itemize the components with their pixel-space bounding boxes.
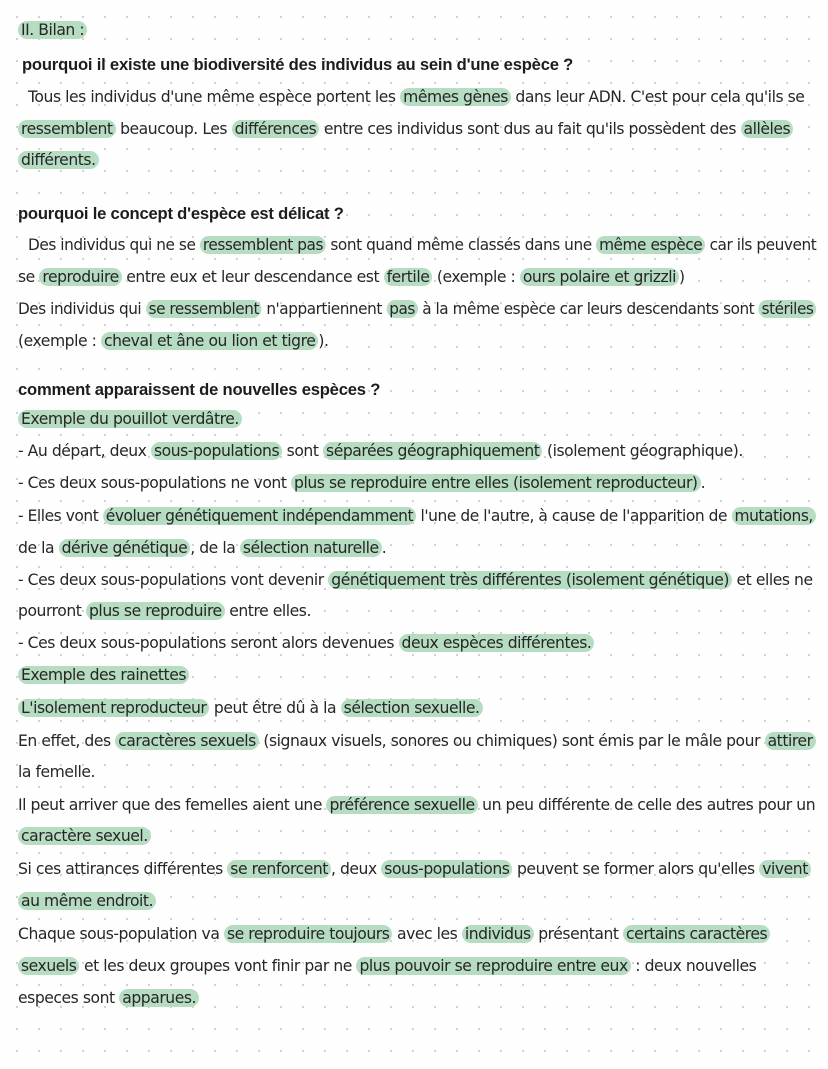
paragraph-line (18, 118, 814, 140)
text-segment: - Ces deux sous-populations ne vont (18, 474, 292, 492)
highlighted-text: se renforcent (227, 860, 331, 878)
highlighted-text: Exemple du pouillot verdâtre. (18, 410, 242, 428)
paragraph-line (18, 890, 814, 912)
highlighted-text: au même endroit. (18, 892, 156, 910)
text-segment: (isolement géographique). (542, 442, 743, 460)
text-segment: sont (282, 442, 324, 460)
paragraph-line (18, 440, 814, 462)
highlighted-text: L'isolement reproducteur (18, 699, 209, 717)
text-segment: - Elles vont (18, 507, 103, 525)
highlighted-text: vivent (759, 860, 811, 878)
text-segment: - Ces deux sous-populations seront alors devenues (18, 634, 399, 652)
text-segment: et les deux groupes vont finir par ne (79, 957, 357, 975)
text-segment: ). (318, 332, 329, 350)
text-segment: beaucoup. Les (115, 120, 232, 138)
highlighted-text: stériles (759, 300, 817, 318)
highlighted-text: pas (386, 300, 418, 318)
paragraph-line (18, 505, 813, 527)
highlighted-text: différents. (18, 151, 99, 169)
highlighted-text: caractère sexuel. (18, 827, 151, 845)
question-3-title: comment apparaissent de nouvelles espèces ? (18, 380, 381, 399)
text-segment: un peu différente de celle des autres pour un (477, 796, 816, 814)
text-segment: Des individus qui ne se (28, 236, 200, 254)
section-title (18, 19, 814, 41)
highlighted-text: fertile (384, 268, 433, 286)
highlighted-text: reproduire (39, 268, 121, 286)
text-segment: (signaux visuels, sonores ou chimiques) sont émis par le mâle pour (258, 732, 765, 750)
highlighted-text: même espèce (596, 236, 705, 254)
text-segment: Si ces attirances différentes (18, 860, 228, 878)
paragraph-line (18, 632, 814, 654)
highlighted-text: allèles (741, 120, 794, 138)
text-segment: sont quand même classés dans une (325, 236, 597, 254)
text-segment: Il peut arriver que des femelles aient une (18, 796, 327, 814)
highlighted-text: sexuels (18, 957, 79, 975)
highlighted-text: caractères sexuels (115, 732, 259, 750)
paragraph-line (28, 234, 817, 256)
text-segment: n'appartiennent (261, 300, 387, 318)
paragraph-line (18, 794, 814, 816)
paragraph-line (18, 697, 814, 719)
text-segment: : deux nouvelles (630, 957, 757, 975)
text-segment: - Au départ, deux (18, 442, 151, 460)
highlighted-text: plus se reproduire entre elles (isolement reproducteur) (291, 474, 701, 492)
text-segment: peuvent se former alors qu'elles (512, 860, 760, 878)
paragraph-line (18, 149, 814, 171)
example-label (18, 664, 814, 686)
text-segment: entre elles. (224, 602, 311, 620)
paragraph-line (28, 86, 814, 108)
text-segment: Tous les individus d'une même espèce portent les (28, 88, 401, 106)
text-segment: à la même espèce car leurs descendants sont (417, 300, 759, 318)
highlighted-text: séparées géographiquement (323, 442, 542, 460)
text-segment: peut être dû à la (209, 699, 341, 717)
text-segment: ) (679, 268, 685, 286)
text-segment: especes sont (18, 989, 120, 1007)
highlighted-text: ours polaire et grizzli (520, 268, 679, 286)
paragraph-line (18, 298, 814, 320)
text-segment: avec les (392, 925, 462, 943)
text-segment: présentant (533, 925, 624, 943)
text-segment: . (700, 474, 706, 492)
paragraph-line (18, 266, 814, 288)
highlighted-text: se reproduire toujours (224, 925, 393, 943)
highlighted-text: ressemblent pas (200, 236, 326, 254)
text-segment: l'une de l'autre, à cause de l'apparition de (416, 507, 732, 525)
text-segment: En effet, des (18, 732, 116, 750)
highlighted-text: sélection naturelle (240, 539, 382, 557)
text-segment: car ils peuvent (705, 236, 817, 254)
text-segment: entre eux et leur descendance est (121, 268, 384, 286)
text-segment: (exemple : (18, 332, 101, 350)
highlighted-text: plus pouvoir se reproduire entre eux (356, 957, 630, 975)
text-segment: (exemple : (432, 268, 520, 286)
text-segment: , deux (330, 860, 382, 878)
highlighted-text: individus (462, 925, 534, 943)
highlighted-text: mutations, (732, 507, 816, 525)
highlighted-text: génétiquement très différentes (isolement génétique) (328, 571, 732, 589)
text-segment: la femelle. (18, 763, 95, 781)
paragraph-line (18, 955, 814, 977)
text-segment: - Ces deux sous-populations vont devenir (18, 571, 329, 589)
highlighted-text: Exemple des rainettes (18, 666, 189, 684)
paragraph-line (18, 569, 814, 591)
paragraph-line (18, 987, 814, 1009)
highlighted-text: préférence sexuelle (326, 796, 477, 814)
highlighted-text: attirer (765, 732, 816, 750)
highlighted-text: deux espèces différentes. (399, 634, 595, 652)
highlighted-text: se ressemblent (146, 300, 262, 318)
text-segment: entre ces individus sont dus au fait qu'ils possèdent des (319, 120, 741, 138)
paragraph-line (18, 330, 814, 352)
highlight: II. Bilan : (18, 21, 87, 39)
highlighted-text: mêmes gènes (400, 88, 511, 106)
highlighted-text: différences (232, 120, 320, 138)
text-segment: de la (18, 539, 59, 557)
highlighted-text: sous-populations (151, 442, 282, 460)
text-segment: , de la (190, 539, 240, 557)
paragraph-line (18, 761, 814, 783)
paragraph-line (18, 537, 814, 559)
text-segment: Des individus qui (18, 300, 146, 318)
highlighted-text: plus se reproduire (86, 602, 225, 620)
highlighted-text: cheval et âne ou lion et tigre (101, 332, 318, 350)
text-segment: et elles ne (732, 571, 813, 589)
paragraph-line (18, 472, 814, 494)
text-segment: Chaque sous-population va (18, 925, 224, 943)
highlighted-text: certains caractères (623, 925, 770, 943)
paragraph-line (18, 730, 814, 752)
text-segment: pourront (18, 602, 86, 620)
highlighted-text: sélection sexuelle. (341, 699, 483, 717)
highlighted-text: ressemblent (18, 120, 116, 138)
paragraph-line (18, 858, 814, 880)
highlighted-text: évoluer génétiquement indépendamment (103, 507, 416, 525)
paragraph-line (18, 600, 814, 622)
paragraph-line (18, 825, 814, 847)
text-segment: se (18, 268, 40, 286)
highlighted-text: dérive génétique (59, 539, 191, 557)
example-label (18, 408, 814, 430)
paragraph-line (18, 923, 814, 945)
question-2-title: pourquoi le concept d'espèce est délicat ? (18, 204, 344, 223)
text-segment: . (381, 539, 387, 557)
highlighted-text: apparues. (119, 989, 199, 1007)
highlighted-text: sous-populations (381, 860, 512, 878)
text-segment: dans leur ADN. C'est pour cela qu'ils se (510, 88, 805, 106)
question-1-title: pourquoi il existe une biodiversité des individus au sein d'une espèce ? (22, 55, 574, 74)
